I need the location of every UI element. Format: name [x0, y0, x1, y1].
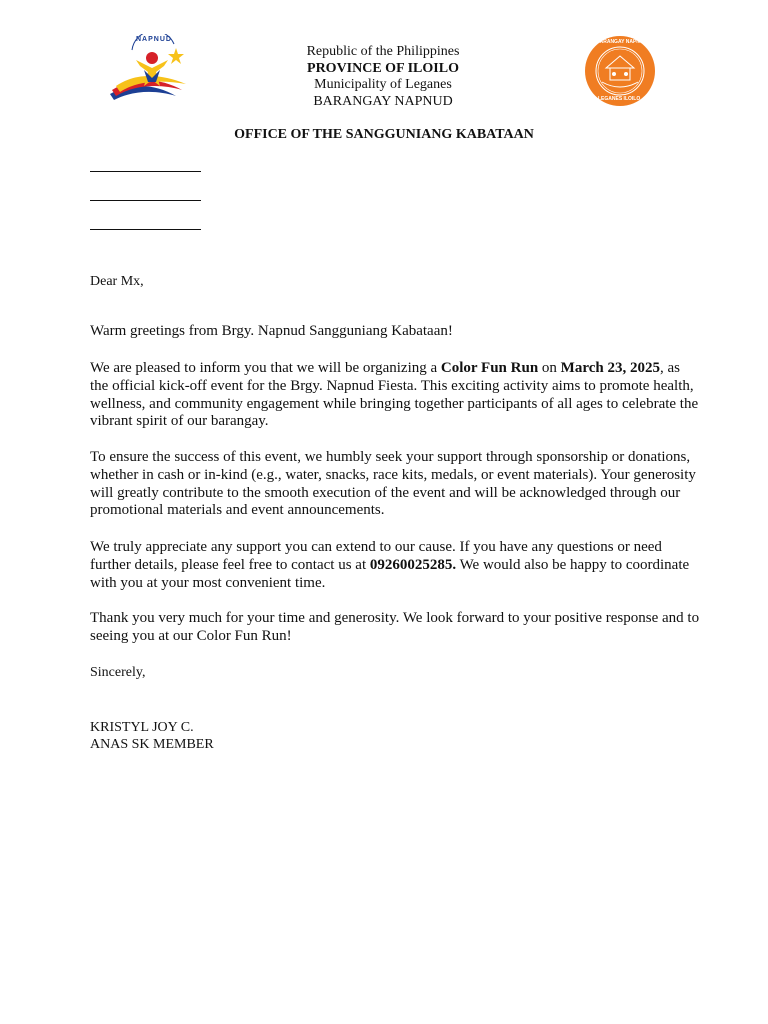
greeting: Warm greetings from Brgy. Napnud Sangguniang Kabataan! [90, 323, 453, 339]
para1-text-b: on [538, 360, 561, 376]
para1-text-c: , as the official kick-off event for the Brgy. Napnud Fiesta. This exciting activity aims to promote health, wellness, and community engagement while bringing together participants of all ages to celebrate the vibrant spirit of our barangay. [90, 360, 699, 430]
header-line-municipality: Municipality of Leganes [314, 77, 452, 92]
letterhead [200, 44, 566, 110]
signer-name: KRISTYL JOY C. [90, 720, 194, 735]
header-line-barangay: BARANGAY NAPNUD [313, 93, 453, 109]
address-blank-line [90, 200, 201, 201]
event-name: Color Fun Run [440, 360, 539, 376]
salutation: Dear Mx, [90, 274, 144, 289]
office-title: OFFICE OF THE SANGGUNIANG KABATAAN [234, 127, 534, 142]
para3-text-a: We truly appreciate any support you can extend to our cause. If you have any questions or need further details, please feel free to contact us at [90, 539, 662, 573]
seal-top-text: BARANGAY NAPNUD [596, 39, 648, 45]
paragraph-thanks: Thank you very much for your time and generosity. We look forward to your positive response and to seeing you at our Color Fun Run! [90, 610, 700, 644]
barangay-seal-icon [584, 34, 656, 108]
closing: Sincerely, [90, 665, 146, 680]
address-blank-line [90, 229, 201, 230]
sk-logo-text: NAPNUD [136, 36, 172, 43]
para1-text-a: We are pleased to inform you that we will be organizing a [90, 360, 441, 376]
header-line-republic: Republic of the Philippines [306, 44, 460, 59]
header-line-province: PROVINCE OF ILOILO [307, 60, 459, 76]
sk-logo-icon [106, 34, 198, 108]
signature-block [90, 720, 702, 753]
event-date: March 23, 2025 [560, 360, 660, 376]
signer-title: ANAS SK MEMBER [90, 736, 214, 752]
address-blank-line [90, 171, 201, 172]
contact-phone: 09260025285. [369, 556, 457, 573]
seal-bottom-text: LEGANES ILOILO [598, 96, 641, 102]
paragraph-sponsorship: To ensure the success of this event, we humbly seek your support through sponsorship or donations, whether in cash or in-kind (e.g., water, snacks, race kits, medals, or event materials). Your generosity will greatly contribute to the smooth execution of the event and will be acknowledged through our promotional materials and event announcements. [90, 449, 696, 519]
para3-text-b: We would also be happy to coordinate with you at your most convenient time. [90, 556, 690, 591]
paragraph-contact [90, 539, 702, 592]
paragraph-event [90, 360, 702, 431]
